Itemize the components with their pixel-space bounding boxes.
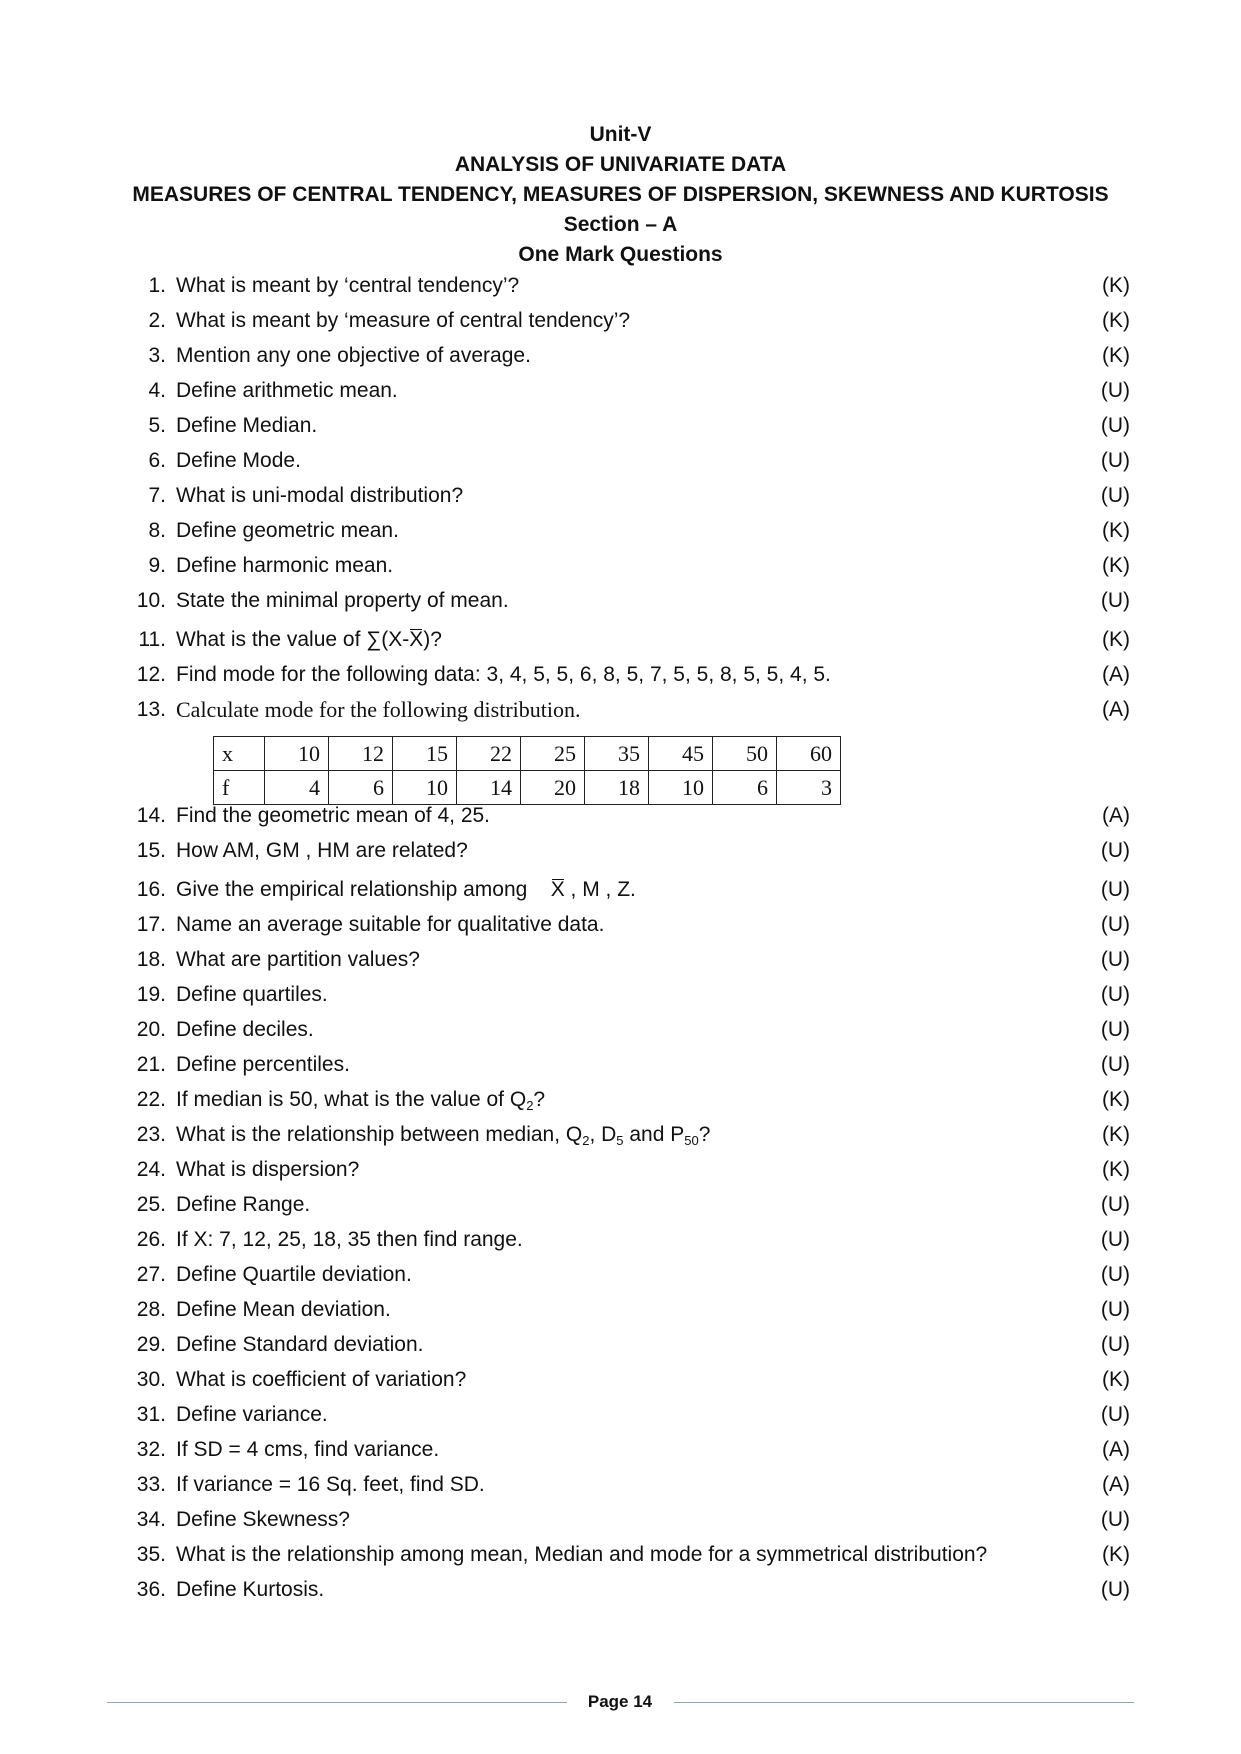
question-text: Define Kurtosis. (176, 1578, 325, 1601)
table-cell: 3 (777, 771, 841, 805)
question-item (120, 1258, 1130, 1292)
question-item (120, 1013, 1130, 1047)
question-number: 25. (136, 1193, 166, 1216)
question-text: If variance = 16 Sq. feet, find SD. (176, 1473, 485, 1496)
table-cell: 35 (585, 737, 649, 771)
question-item (120, 978, 1130, 1012)
question-text: What is dispersion? (176, 1158, 360, 1181)
question-number: 1. (148, 274, 166, 297)
question-item (120, 1188, 1130, 1222)
question-text: How AM, GM , HM are related? (176, 839, 468, 862)
question-number: 34. (136, 1508, 166, 1531)
question-number: 10. (136, 589, 166, 612)
question-level: (K) (1102, 628, 1130, 651)
question-level: (U) (1100, 1228, 1130, 1251)
question-level: (K) (1102, 1123, 1130, 1146)
question-level: (A) (1102, 663, 1130, 686)
question-item (120, 269, 1130, 303)
question-item (120, 514, 1130, 548)
question-text: Define Skewness? (176, 1508, 350, 1531)
question-number: 6. (148, 449, 166, 472)
question-number: 22. (136, 1088, 166, 1111)
question-text: What is uni-modal distribution? (176, 484, 464, 507)
question-level: (U) (1100, 484, 1130, 507)
question-item (120, 1573, 1130, 1607)
question-item (120, 1153, 1130, 1187)
section-heading: Section – A (563, 213, 678, 236)
table-cell: 60 (777, 737, 841, 771)
question-level: (U) (1100, 1263, 1130, 1286)
question-text: Define variance. (176, 1403, 328, 1426)
question-level: (U) (1100, 589, 1130, 612)
question-text: What is coefficient of variation? (176, 1368, 467, 1391)
question-number: 3. (148, 344, 166, 367)
question-item (120, 1433, 1130, 1467)
question-item (120, 1398, 1130, 1432)
question-level: (A) (1102, 1438, 1130, 1461)
question-level: (U) (1100, 1298, 1130, 1321)
question-item (120, 549, 1130, 583)
question-text: Define Median. (176, 414, 318, 437)
question-number: 11. (138, 628, 166, 651)
question-item (120, 1048, 1130, 1082)
question-level: (K) (1102, 554, 1130, 577)
question-level: (K) (1102, 1158, 1130, 1181)
footer-rule-right (674, 1702, 1134, 1703)
question-text: Calculate mode for the following distribution. (176, 697, 581, 722)
question-level: (U) (1100, 913, 1130, 936)
question-number: 31. (136, 1403, 166, 1426)
question-level: (U) (1100, 1508, 1130, 1531)
question-level: (U) (1100, 948, 1130, 971)
question-item (120, 374, 1130, 408)
question-level: (U) (1100, 1193, 1130, 1216)
question-number: 28. (136, 1298, 166, 1321)
question-level: (K) (1102, 344, 1130, 367)
question-number: 35. (136, 1543, 166, 1566)
table-cell: 15 (393, 737, 457, 771)
question-level: (K) (1102, 1368, 1130, 1391)
question-number: 2. (148, 309, 166, 332)
question-level: (U) (1100, 414, 1130, 437)
question-level: (K) (1102, 1088, 1130, 1111)
table-cell: 20 (521, 771, 585, 805)
question-item (120, 1118, 1130, 1152)
question-number: 14. (136, 804, 166, 827)
question-level: (U) (1100, 1333, 1130, 1356)
question-text: Define quartiles. (176, 983, 328, 1006)
question-level: (A) (1102, 1473, 1130, 1496)
question-number: 7. (148, 484, 166, 507)
question-level: (U) (1100, 449, 1130, 472)
question-text: What is the relationship among mean, Median and mode for a symmetrical distribution? (176, 1543, 988, 1566)
question-item (120, 1503, 1130, 1537)
table-row-label: f (214, 771, 265, 805)
table-cell: 22 (457, 737, 521, 771)
question-number: 15. (136, 839, 166, 862)
question-number: 32. (136, 1438, 166, 1461)
question-item (120, 943, 1130, 977)
document-title: ANALYSIS OF UNIVARIATE DATA (454, 153, 787, 176)
question-text: Define Mean deviation. (176, 1298, 391, 1321)
question-item (120, 1468, 1130, 1502)
unit-heading: Unit-V (589, 123, 652, 146)
question-text: Define Quartile deviation. (176, 1263, 412, 1286)
question-number: 8. (148, 519, 166, 542)
question-item (120, 834, 1130, 868)
document-subtitle: MEASURES OF CENTRAL TENDENCY, MEASURES OF DISPERSION, SKEWNESS AND KURTOSIS (132, 183, 1109, 206)
question-text: Find the geometric mean of 4, 25. (176, 804, 491, 827)
question-item (120, 658, 1130, 692)
question-level: (U) (1100, 878, 1130, 901)
question-item (120, 1223, 1130, 1257)
question-text: Define Range. (176, 1193, 311, 1216)
question-level: (K) (1102, 1543, 1130, 1566)
question-text: What are partition values? (176, 948, 420, 971)
question-number: 33. (136, 1473, 166, 1496)
question-number: 20. (136, 1018, 166, 1041)
table-cell: 25 (521, 737, 585, 771)
table-row-label: x (214, 737, 265, 771)
page-number: Page 14 (587, 1692, 653, 1711)
question-number: 19. (136, 983, 166, 1006)
question-level: (K) (1102, 519, 1130, 542)
question-item (120, 584, 1130, 618)
question-number: 24. (136, 1158, 166, 1181)
question-item (120, 304, 1130, 338)
question-item (120, 479, 1130, 513)
question-number: 21. (136, 1053, 166, 1076)
question-number: 36. (136, 1578, 166, 1601)
table-cell: 50 (713, 737, 777, 771)
question-level: (U) (1100, 983, 1130, 1006)
question-level: (U) (1100, 1053, 1130, 1076)
question-text: Name an average suitable for qualitative data. (176, 913, 605, 936)
table-cell: 4 (265, 771, 329, 805)
question-text: Define geometric mean. (176, 519, 399, 542)
question-item (120, 339, 1130, 373)
question-text: Define deciles. (176, 1018, 314, 1041)
question-text: What is the relationship between median, $Q_2$, $D_5$ and $P_{50}$? (176, 1123, 711, 1148)
question-item (120, 693, 1130, 727)
question-level: (U) (1100, 1018, 1130, 1041)
table-row-x (214, 737, 841, 771)
table-cell: 14 (457, 771, 521, 805)
table-cell: 10 (649, 771, 713, 805)
question-item (120, 1363, 1130, 1397)
table-cell: 12 (329, 737, 393, 771)
question-number: 18. (136, 948, 166, 971)
question-text: Mention any one objective of average. (176, 344, 531, 367)
question-text: Define arithmetic mean. (176, 379, 398, 402)
question-level: (U) (1100, 1403, 1130, 1426)
question-number: 23. (136, 1123, 166, 1146)
question-item (120, 1328, 1130, 1362)
question-number: 17. (136, 913, 166, 936)
question-item (120, 1293, 1130, 1327)
question-text: If median is 50, what is the value of $Q_2$? (176, 1088, 546, 1113)
question-number: 27. (136, 1263, 166, 1286)
question-level: (U) (1100, 379, 1130, 402)
question-number: 29. (136, 1333, 166, 1356)
frequency-table (213, 736, 841, 805)
question-level: (K) (1102, 274, 1130, 297)
question-number: 12. (136, 663, 166, 686)
question-number: 26. (136, 1228, 166, 1251)
question-level: (A) (1102, 804, 1130, 827)
question-level: (U) (1100, 839, 1130, 862)
question-text: Give the empirical relationship among X , M , Z. (176, 873, 636, 907)
question-number: 5. (148, 414, 166, 437)
question-number: 16. (136, 878, 166, 901)
question-item (120, 873, 1130, 907)
question-item (120, 908, 1130, 942)
question-number: 13. (136, 698, 166, 721)
table-cell: 6 (713, 771, 777, 805)
table-cell: 10 (393, 771, 457, 805)
section-title: One Mark Questions (518, 243, 723, 266)
question-item (120, 444, 1130, 478)
question-item (120, 623, 1130, 657)
question-text: Define Mode. (176, 449, 301, 472)
question-text: What is meant by ‘measure of central tendency’? (176, 309, 631, 332)
question-text: If SD = 4 cms, find variance. (176, 1438, 440, 1461)
x-bar-symbol: X (409, 623, 423, 657)
question-text: Define harmonic mean. (176, 554, 394, 577)
question-number: 4. (148, 379, 166, 402)
footer-rule-left (107, 1702, 567, 1703)
x-bar-symbol: X (551, 873, 565, 907)
table-cell: 18 (585, 771, 649, 805)
question-item (120, 799, 1130, 833)
question-text: State the minimal property of mean. (176, 589, 509, 612)
question-text: If X: 7, 12, 25, 18, 35 then find range. (176, 1228, 523, 1251)
table-cell: 6 (329, 771, 393, 805)
table-cell: 10 (265, 737, 329, 771)
question-text: Find mode for the following data: 3, 4, 5, 5, 6, 8, 5, 7, 5, 5, 8, 5, 5, 4, 5. (176, 663, 831, 686)
question-level: (K) (1102, 309, 1130, 332)
question-text: Define percentiles. (176, 1053, 350, 1076)
question-text: Define Standard deviation. (176, 1333, 424, 1356)
table-cell: 45 (649, 737, 713, 771)
question-number: 9. (148, 554, 166, 577)
question-level: (U) (1100, 1578, 1130, 1601)
question-item (120, 409, 1130, 443)
question-text: What is the value of ∑(X-X)? (176, 623, 442, 657)
question-number: 30. (136, 1368, 166, 1391)
question-item (120, 1083, 1130, 1117)
question-text: What is meant by ‘central tendency’? (176, 274, 520, 297)
question-item (120, 1538, 1130, 1572)
question-level: (A) (1102, 698, 1130, 721)
